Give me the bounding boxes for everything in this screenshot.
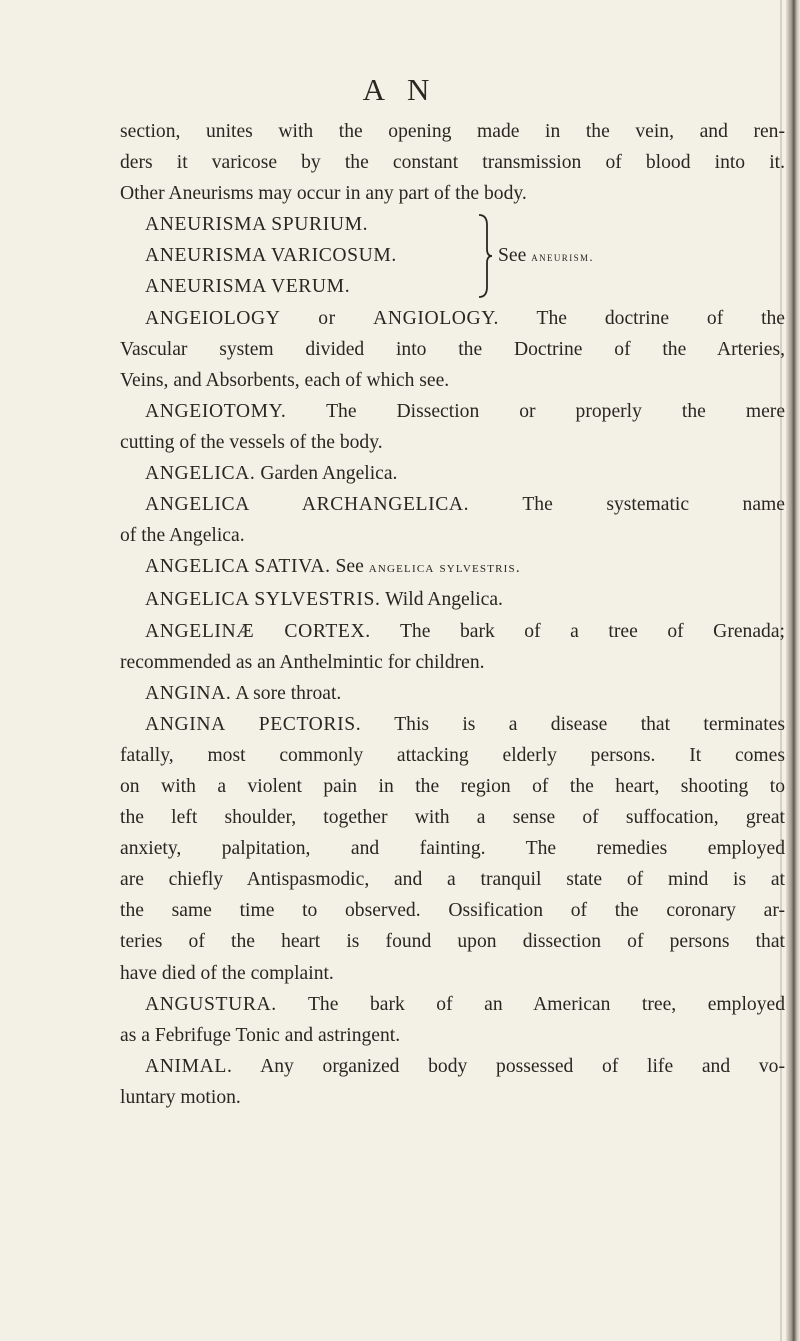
text-line: cutting of the vessels of the body. (120, 431, 383, 453)
entry-headword: ANGELICA SYLVESTRIS. (145, 589, 381, 611)
text-line: recommended as an Anthelmintic for children. (120, 651, 485, 673)
brace-icon (477, 213, 493, 299)
text-line: anxiety, palpitation, and fainting. The remedies employed (120, 838, 785, 860)
entry-headword: ANGELICA ARCHANGELICA. (145, 494, 470, 516)
text-line: luntary motion. (120, 1086, 241, 1108)
entry-headword: ANGELICA SATIVA. (145, 556, 331, 578)
entry-headword: ANEURISMA VARICOSUM. (145, 245, 397, 267)
entry-headword: ANGELICA. (145, 463, 256, 485)
cross-reference-target: aneurism. (531, 249, 595, 265)
entry-headword: ANIMAL. (145, 1055, 233, 1077)
entry-headword: ANEURISMA SPURIUM. (145, 214, 369, 236)
text-line: are chiefly Antispasmodic, and a tranquil state of mind is at (120, 869, 785, 891)
entry-line: ANGELINÆ CORTEX. The bark of a tree of Grenada; (145, 620, 785, 642)
text-line: fatally, most commonly attacking elderly persons. It comes (120, 744, 785, 766)
text-line: section, unites with the opening made in the vein, and ren- (120, 121, 785, 142)
entry-headword: ANGEIOTOMY. (145, 400, 287, 422)
entry-headword: ANGUSTURA. (145, 993, 277, 1015)
text-line: the left shoulder, together with a sense of suffocation, great (120, 807, 785, 829)
entry-headword: ANGINA. (145, 682, 232, 704)
text-line: Veins, and Absorbents, each of which see. (120, 369, 450, 391)
entry-headword: ANGINA PECTORIS. (145, 713, 362, 735)
entry-headword: ANGELINÆ CORTEX. (145, 620, 371, 642)
entry-line: ANIMAL. Any organized body possessed of life and vo- (145, 1055, 785, 1077)
entry-headword: ANGEIOLOGY or ANGIOLOGY. (145, 307, 500, 329)
text-line: of the Angelica. (120, 525, 245, 547)
cross-reference: See aneurism. (498, 245, 595, 267)
text-line: the same time to observed. Ossification of the coronary ar- (120, 900, 785, 922)
cross-reference-target: angelica sylvestris. (368, 560, 521, 577)
dictionary-text (120, 116, 785, 1113)
text-line: Other Aneurisms may occur in any part of the body. (120, 183, 527, 205)
entry-line: ANGEIOTOMY. The Dissection or properly the mere (145, 400, 786, 422)
text-line: ders it varicose by the constant transmission of blood into it. (120, 152, 785, 174)
entry-line: ANGELICA SYLVESTRIS. Wild Angelica. (145, 589, 503, 611)
aneurisma-entries-group (120, 209, 785, 302)
text-line: have died of the complaint. (120, 962, 334, 984)
text-line: teries of the heart is found upon dissection of persons that (120, 931, 785, 953)
running-header: A N (362, 72, 438, 107)
page-edge (786, 0, 800, 1341)
entry-line: ANGUSTURA. The bark of an American tree, employed (145, 993, 785, 1015)
text-line: as a Febrifuge Tonic and astringent. (120, 1024, 401, 1046)
text-line: on with a violent pain in the region of the heart, shooting to (120, 775, 785, 797)
entry-headword: ANEURISMA VERUM. (145, 276, 351, 298)
entry-line: ANGINA. A sore throat. (145, 682, 342, 704)
entry-line: ANGEIOLOGY or ANGIOLOGY. The doctrine of the (145, 307, 786, 329)
entry-line: ANGINA PECTORIS. This is a disease that terminates (145, 713, 786, 735)
text-line: Vascular system divided into the Doctrine of the Arteries, (120, 338, 785, 360)
entry-line: ANGELICA. Garden Angelica. (145, 463, 398, 485)
entry-line: ANGELICA SATIVA. See angelica sylvestris. (145, 556, 521, 578)
entry-line: ANGELICA ARCHANGELICA. The systematic name (145, 494, 785, 516)
